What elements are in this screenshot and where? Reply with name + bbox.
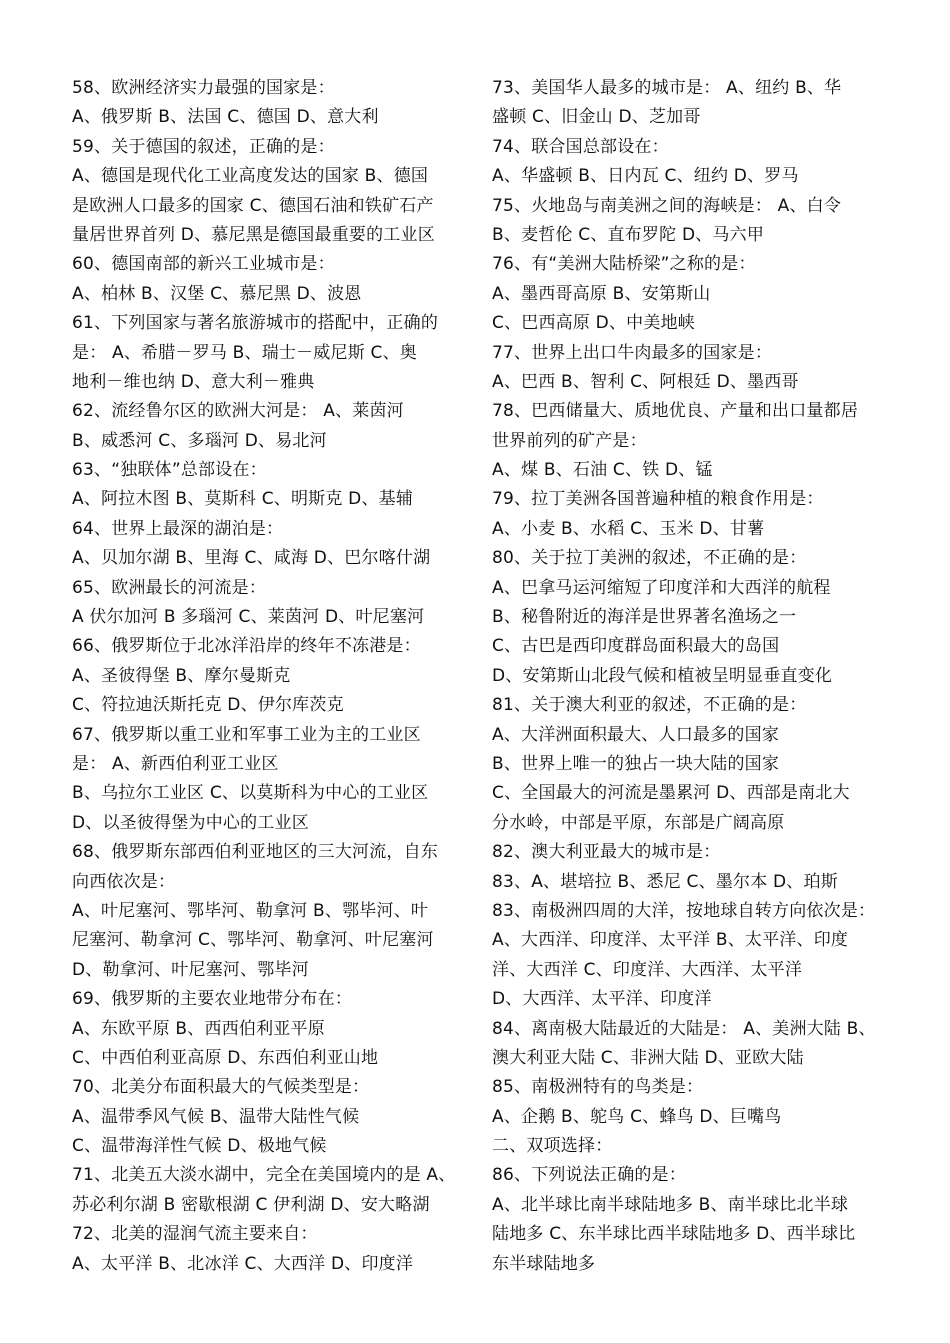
left-column-line: A、叶尼塞河、鄂毕河、勒拿河 B、鄂毕河、叶: [72, 900, 429, 921]
left-column-line: 69、俄罗斯的主要农业地带分布在：: [72, 989, 353, 1010]
right-column-line: 78、巴西储量大、质地优良、产量和出口量都居: [492, 401, 859, 422]
left-column-line: A、太平洋 B、北冰洋 C、大西洋 D、印度洋: [72, 1253, 414, 1274]
left-column-line: 68、俄罗斯东部西伯利亚地区的三大河流，自东: [72, 842, 439, 863]
right-column-line: 82、澳大利亚最大的城市是：: [492, 842, 721, 863]
right-column-line: 79、拉丁美洲各国普遍种植的粮食作用是：: [492, 489, 824, 510]
left-column-line: A 伏尔加河 B 多瑙河 C、莱茵河 D、叶尼塞河: [72, 607, 425, 628]
right-column-line: 83、南极洲四周的大洋，按地球自转方向依次是：: [492, 900, 876, 921]
right-column-line: 东半球陆地多: [492, 1253, 596, 1274]
right-column-line: 洋、大西洋 C、印度洋、大西洋、太平洋: [492, 959, 803, 980]
right-column-line: A、企鹅 B、鸵鸟 C、蜂鸟 D、巨嘴鸟: [492, 1106, 782, 1127]
right-column-line: B、麦哲伦 C、直布罗陀 D、马六甲: [492, 224, 765, 245]
right-column-line: 澳大利亚大陆 C、非洲大陆 D、亚欧大陆: [492, 1047, 804, 1068]
right-column-line: 陆地多 C、东半球比西半球陆地多 D、西半球比: [492, 1224, 856, 1245]
right-column-line: D、安第斯山北段气候和植被呈明显垂直变化: [492, 665, 833, 686]
right-column-line: A、北半球比南半球陆地多 B、南半球比北半球: [492, 1194, 849, 1215]
left-column-line: 向西依次是：: [72, 871, 176, 892]
left-column-line: 66、俄罗斯位于北冰洋沿岸的终年不冻港是：: [72, 636, 421, 657]
left-column-line: 是： A、新西伯利亚工业区: [72, 753, 279, 774]
left-column-line: D、勒拿河、叶尼塞河、鄂毕河: [72, 959, 309, 980]
left-column-line: C、温带海洋性气候 D、极地气候: [72, 1136, 327, 1157]
left-column-line: A、东欧平原 B、西西伯利亚平原: [72, 1018, 325, 1039]
right-column-line: 74、联合国总部设在：: [492, 136, 669, 157]
left-column-line: 地利－维也纳 D、意大利－雅典: [72, 371, 315, 392]
left-column-line: B、乌拉尔工业区 C、以莫斯科为中心的工业区: [72, 783, 429, 804]
right-column-line: 分水岭，中部是平原，东部是广阔高原: [492, 812, 785, 833]
left-column-line: 60、德国南部的新兴工业城市是：: [72, 254, 335, 275]
left-column-line: C、中西伯利亚高原 D、东西伯利亚山地: [72, 1047, 379, 1068]
left-column-line: 量居世界首列 D、慕尼黑是德国最重要的工业区: [72, 224, 435, 245]
left-column-line: 59、关于德国的叙述，正确的是：: [72, 136, 335, 157]
right-column-line: 75、火地岛与南美洲之间的海峡是： A、白令: [492, 195, 842, 216]
left-column-line: 62、流经鲁尔区的欧洲大河是： A、莱茵河: [72, 401, 404, 422]
right-column-line: 86、下列说法正确的是：: [492, 1165, 687, 1186]
left-column-line: 尼塞河、勒拿河 C、鄂毕河、勒拿河、叶尼塞河: [72, 930, 434, 951]
right-column-line: C、巴西高原 D、中美地峡: [492, 313, 695, 334]
right-column-line: 81、关于澳大利亚的叙述，不正确的是：: [492, 695, 807, 716]
left-column-line: D、以圣彼得堡为中心的工业区: [72, 812, 309, 833]
right-column-line: 83、A、堪培拉 B、悉尼 C、墨尔本 D、珀斯: [492, 871, 838, 892]
left-column-line: B、威悉河 C、多瑙河 D、易北河: [72, 430, 327, 451]
right-column-line: 世界前列的矿产是：: [492, 430, 647, 451]
left-column-line: 70、北美分布面积最大的气候类型是：: [72, 1077, 370, 1098]
right-column-line: 73、美国华人最多的城市是： A、纽约 B、华: [492, 78, 842, 98]
left-column-line: C、符拉迪沃斯托克 D、伊尔库茨克: [72, 695, 344, 716]
right-column-line: 80、关于拉丁美洲的叙述，不正确的是：: [492, 548, 807, 569]
right-column-line: A、华盛顿 B、日内瓦 C、纽约 D、罗马: [492, 166, 799, 187]
right-column-line: A、大西洋、印度洋、太平洋 B、太平洋、印度: [492, 930, 849, 951]
right-column-line: 二、双项选择：: [492, 1136, 613, 1157]
right-column-line: 76、有“美洲大陆桥梁”之称的是：: [492, 254, 756, 275]
left-column-line: 65、欧洲最长的河流是：: [72, 577, 267, 598]
right-column-line: C、全国最大的河流是墨累河 D、西部是南北大: [492, 783, 850, 804]
right-column: [492, 74, 887, 1279]
right-column-line: A、大洋洲面积最大、人口最多的国家: [492, 724, 780, 745]
right-column-line: B、秘鲁附近的海洋是世界著名渔场之一: [492, 607, 797, 628]
left-column-line: 61、下列国家与著名旅游城市的搭配中，正确的: [72, 313, 439, 334]
right-column-line: B、世界上唯一的独占一块大陆的国家: [492, 753, 780, 774]
left-column-line: 是： A、希腊－罗马 B、瑞士－威尼斯 C、奥: [72, 342, 417, 363]
left-column-line: A、贝加尔湖 B、里海 C、咸海 D、巴尔喀什湖: [72, 548, 431, 569]
left-column-line: 63、“独联体”总部设在：: [72, 460, 267, 481]
right-column-line: A、小麦 B、水稻 C、玉米 D、甘薯: [492, 518, 765, 539]
left-column-line: A、温带季风气候 B、温带大陆性气候: [72, 1106, 360, 1127]
right-column-line: A、墨西哥高原 B、安第斯山: [492, 283, 711, 304]
left-column-line: A、圣彼得堡 B、摩尔曼斯克: [72, 665, 291, 686]
right-column-line: C、古巴是西印度群岛面积最大的岛国: [492, 636, 780, 657]
right-column-line: A、煤 B、石油 C、铁 D、锰: [492, 460, 713, 481]
left-column-line: A、德国是现代化工业高度发达的国家 B、德国: [72, 166, 429, 187]
left-column-line: A、阿拉木图 B、莫斯科 C、明斯克 D、基辅: [72, 489, 414, 510]
left-column-line: 58、欧洲经济实力最强的国家是：: [72, 78, 335, 98]
right-column-line: 85、南极洲特有的鸟类是：: [492, 1077, 704, 1098]
left-column-line: 72、北美的湿润气流主要来自：: [72, 1224, 318, 1245]
left-column-line: A、俄罗斯 B、法国 C、德国 D、意大利: [72, 107, 379, 128]
right-column-line: A、巴拿马运河缩短了印度洋和大西洋的航程: [492, 577, 831, 598]
right-column-line: D、大西洋、太平洋、印度洋: [492, 989, 712, 1010]
right-column-line: 77、世界上出口牛肉最多的国家是：: [492, 342, 773, 363]
right-column-line: 盛顿 C、旧金山 D、芝加哥: [492, 107, 701, 128]
left-column: [72, 74, 467, 1279]
left-column-line: 苏必利尔湖 B 密歇根湖 C 伊利湖 D、安大略湖: [72, 1194, 430, 1215]
left-column-line: A、柏林 B、汉堡 C、慕尼黑 D、波恩: [72, 283, 362, 304]
left-column-line: 67、俄罗斯以重工业和军事工业为主的工业区: [72, 724, 421, 745]
left-column-line: 64、世界上最深的湖泊是：: [72, 518, 284, 539]
left-column-line: 是欧洲人口最多的国家 C、德国石油和铁矿石产: [72, 195, 434, 216]
left-column-line: 71、北美五大淡水湖中，完全在美国境内的是 A、: [72, 1165, 456, 1186]
right-column-line: A、巴西 B、智利 C、阿根廷 D、墨西哥: [492, 371, 799, 392]
right-column-line: 84、离南极大陆最近的大陆是： A、美洲大陆 B、: [492, 1018, 876, 1039]
